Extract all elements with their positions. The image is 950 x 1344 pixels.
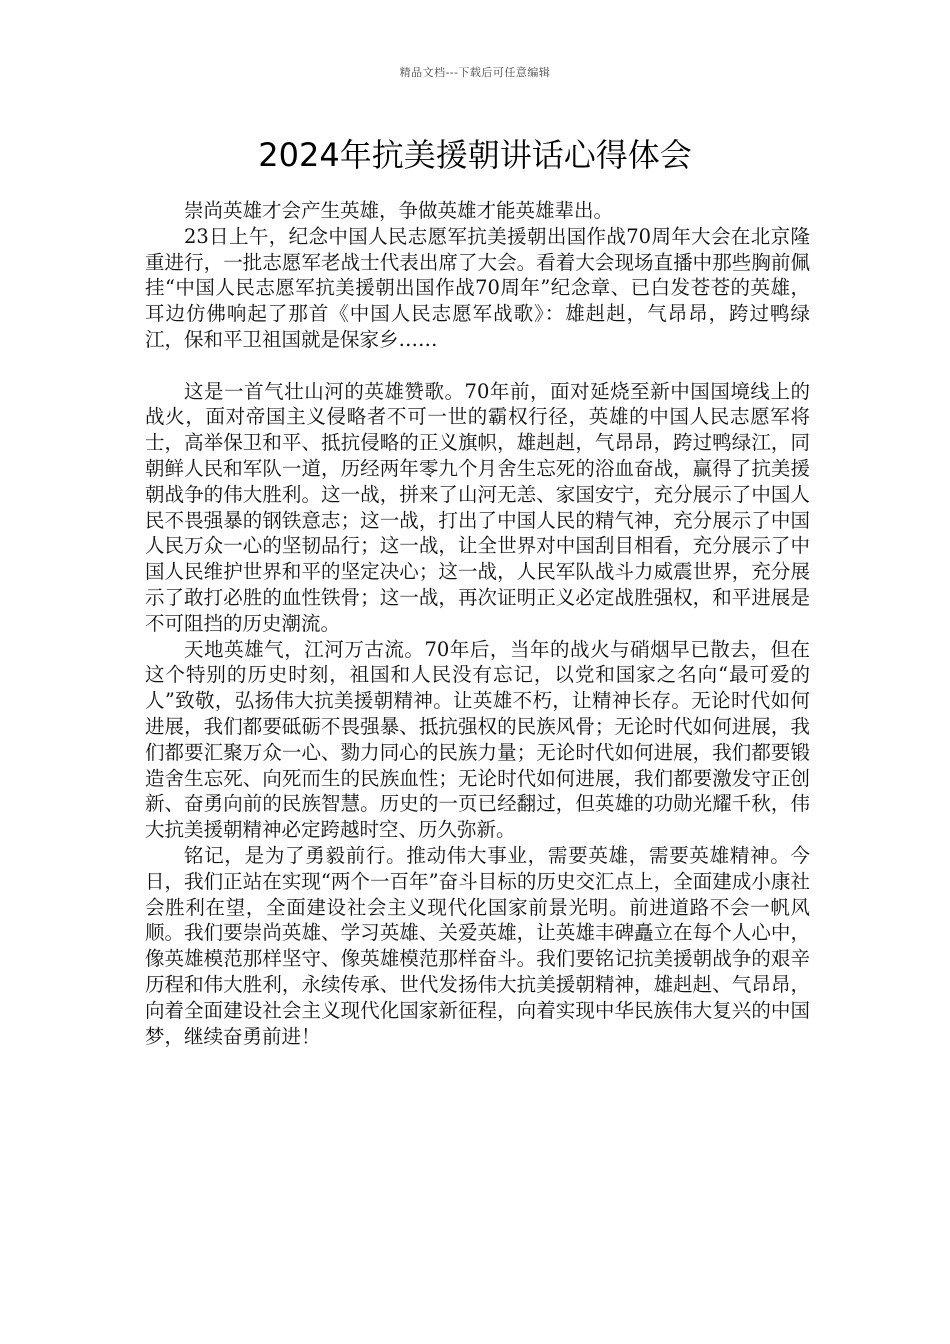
document-body: [145, 198, 810, 1049]
header-note: 精品文档---下载后可任意编辑: [399, 66, 551, 79]
paragraph: 崇尚英雄才会产生英雄，争做英雄才能英雄辈出。: [184, 199, 614, 222]
document-title: 2024年抗美援朝讲话心得体会: [258, 136, 692, 174]
paragraph: 这是一首气壮山河的英雄赞歌。70年前，面对延烧至新中国国境线上的战火，面对帝国主义侵略者不可一世的霸权行径，英雄的中国人民志愿军将士，高举保卫和平、抵抗侵略的正义旗帜，雄赳赳，气昂昂，跨过鸭绿江，同朝鲜人民和军队一道，历经两年零九个月舍生忘死的浴血奋战，赢得了抗美援朝战争的伟大胜利。这一战，拼来了山河无恙、家国安宁，充分展示了中国人民不畏强暴的钢铁意志；这一战，打出了中国人民的精气神，充分展示了中国人民万众一心的坚韧品行；这一战，让全世界对中国刮目相看，充分展示了中国人民维护世界和平的坚定决心；这一战，人民军队战斗力威震世界，充分展示了敢打必胜的血性铁骨；这一战，再次证明正义必定战胜强权，和平进展是不可阻挡的历史潮流。: [145, 379, 810, 635]
paragraph: 铭记，是为了勇毅前行。推动伟大事业，需要英雄，需要英雄精神。今日，我们正站在实现“两个一百年”奋斗目标的历史交汇点上，全面建成小康社会胜利在望，全面建设社会主义现代化国家前景光明。前进道路不会一帆风顺。我们要崇尚英雄、学习英雄、关爱英雄，让英雄丰碑矗立在每个人心中，像英雄模范那样坚守、像英雄模范那样奋斗。我们要铭记抗美援朝战争的艰辛历程和伟大胜利，永续传承、世代发扬伟大抗美援朝精神，雄赳赳、气昂昂，向着全面建设社会主义现代化国家新征程，向着实现中华民族伟大复兴的中国梦，继续奋勇前进！: [145, 843, 810, 1048]
paragraph: 天地英雄气，江河万古流。70年后，当年的战火与硝烟早已散去，但在这个特别的历史时刻，祖国和人民没有忘记，以党和国家之名向“最可爱的人”致敬，弘扬伟大抗美援朝精神。让英雄不朽，让精神长存。无论时代如何进展，我们都要砥砺不畏强暴、抵抗强权的民族风骨；无论时代如何进展，我们都要汇聚万众一心、勠力同心的民族力量；无论时代如何进展，我们都要锻造舍生忘死、向死而生的民族血性；无论时代如何进展，我们都要激发守正创新、奋勇向前的民族智慧。历史的一页已经翻过，但英雄的功勋光耀千秋，伟大抗美援朝精神必定跨越时空、历久弥新。: [145, 637, 810, 842]
paragraph: 23日上午，纪念中国人民志愿军抗美援朝出国作战70周年大会在北京隆重进行，一批志愿军老战士代表出席了大会。看着大会现场直播中那些胸前佩挂“中国人民志愿军抗美援朝出国作战70周年”纪念章、已白发苍苍的英雄，耳边仿佛响起了那首《中国人民志愿军战歌》：雄赳赳，气昂昂，跨过鸭绿江，保和平卫祖国就是保家乡……: [145, 224, 810, 351]
